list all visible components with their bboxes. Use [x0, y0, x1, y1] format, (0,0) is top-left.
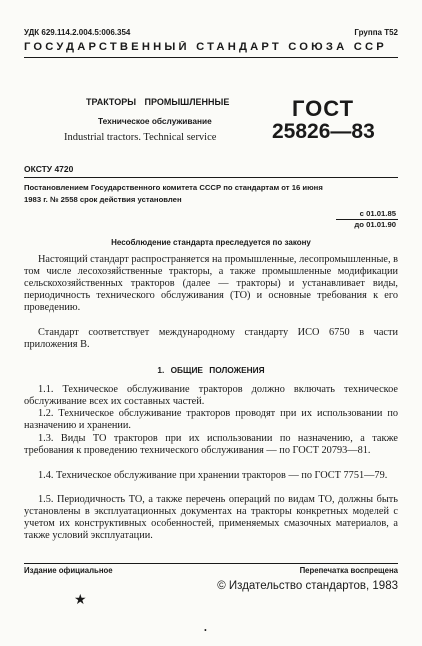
decree-line-1: Постановлением Государственного комитета СССР по стандартам от 16 июня [24, 183, 323, 192]
star-icon: ★ [74, 593, 87, 608]
clause-1-3: 1.3. Виды ТО тракторов при их использовании по назначению, а также требования к проведению технического обслуживания — по ГОСТ 20793—81. [24, 433, 398, 457]
standard-header: ГОСУДАРСТВЕННЫЙ СТАНДАРТ СОЮЗА ССР [24, 41, 387, 53]
decree-line-2: 1983 г. № 2558 срок действия установлен [24, 195, 182, 204]
clause-1-4: 1.4. Техническое обслуживание при хранении тракторов — по ГОСТ 7751—79. [38, 470, 388, 481]
okstu-rule [24, 177, 398, 178]
reprint-notice: Перепечатка воспрещена [299, 566, 398, 575]
okstu-code: ОКСТУ 4720 [24, 164, 74, 174]
intro-paragraph-1: Настоящий стандарт распространяется на промышленные, лесопромышленные, в том числе лесохозяйственные тракторы, а также промышленные модификации сельскохозяйственных тракторов (далее — тракторы) и устанавливает виды, периодичность технического обслуживания (ТО) и основные требования к его проведению. [24, 254, 398, 314]
footer-rule [24, 563, 398, 564]
udk-code: УДК 629.114.2.004.5:006.354 [24, 28, 131, 37]
document-title: ТРАКТОРЫ ПРОМЫШЛЕННЫЕ [86, 97, 230, 107]
group-code: Группа Т52 [354, 28, 398, 37]
section-title: 1. ОБЩИЕ ПОЛОЖЕНИЯ [157, 365, 265, 375]
clause-1-5: 1.5. Периодичность ТО, а также перечень операций по видам ТО, должны быть установлены в эксплуатационных документах на тракторы конкретных моделей с учетом их конструктивных особенностей, применяемых смазочных материалов, а также условий эксплуатации. [24, 494, 398, 542]
validity-to: до 01.01.90 [354, 220, 396, 229]
clause-1-1: 1.1. Техническое обслуживание тракторов должно включать техническое обслуживание всех их составных частей. [24, 384, 398, 408]
validity-from: с 01.01.85 [359, 209, 396, 218]
copyright: © Издательство стандартов, 1983 [217, 580, 398, 592]
english-title: Industrial tractors. Technical service [64, 132, 217, 143]
gost-number: 25826—83 [272, 120, 375, 143]
legal-warning: Несоблюдение стандарта преследуется по закону [111, 238, 311, 247]
gost-label: ГОСТ [292, 96, 355, 121]
intro-paragraph-2: Стандарт соответствует международному стандарту ИСО 6750 в части приложения В. [24, 327, 398, 351]
clause-1-2: 1.2. Техническое обслуживание тракторов проводят при их использовании по назначению и хранении. [24, 408, 398, 432]
document-subtitle: Техническое обслуживание [98, 116, 212, 126]
header-rule [24, 57, 398, 58]
official-edition: Издание официальное [24, 566, 113, 575]
dot-mark: • [204, 626, 207, 635]
